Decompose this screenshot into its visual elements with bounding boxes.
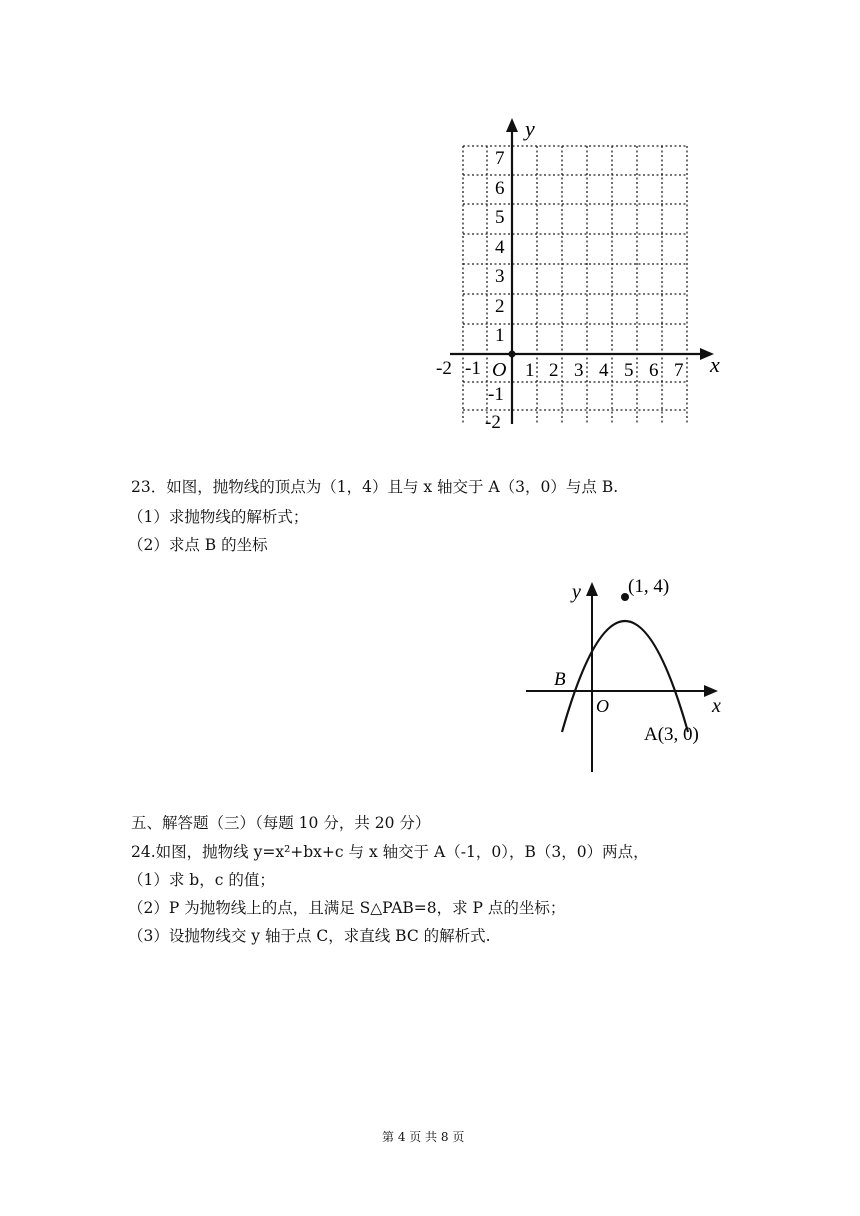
q23-part1: （1）求抛物线的解析式； xyxy=(128,508,309,526)
q23-part2: （2）求点 B 的坐标 xyxy=(128,536,268,554)
x-tick: 2 xyxy=(549,360,559,381)
vertex-label: (1, 4) xyxy=(628,576,670,597)
x-tick: -1 xyxy=(465,358,481,379)
y-tick: 5 xyxy=(495,207,505,228)
q24-part2: （2）P 为抛物线上的点，且满足 S△PAB=8，求 P 点的坐标； xyxy=(128,899,566,917)
y-tick: 2 xyxy=(495,296,505,317)
y-tick: 6 xyxy=(495,178,505,199)
y-tick: -2 xyxy=(485,412,501,433)
parabola-origin-label: O xyxy=(596,696,609,716)
q24-stem: 24.如图，抛物线 y=x²+bx+c 与 x 轴交于 A（-1，0），B（3，0）两点， xyxy=(131,843,649,861)
y-tick: 4 xyxy=(495,237,505,258)
y-tick: 1 xyxy=(495,325,505,346)
point-b-label: B xyxy=(554,669,566,690)
q24-part1: （1）求 b，c 的值； xyxy=(128,871,275,889)
parabola-curve xyxy=(562,621,688,732)
parabola-x-label: x xyxy=(712,695,721,717)
coordinate-grid-figure xyxy=(430,110,730,440)
page-number: 第 4 页 共 8 页 xyxy=(382,1130,465,1144)
x-axis-label: x xyxy=(710,352,720,377)
y-tick: -1 xyxy=(488,384,504,405)
origin-label: O xyxy=(492,359,507,381)
y-tick-labels xyxy=(485,148,505,433)
y-tick: 7 xyxy=(495,148,505,169)
y-axis-label: y xyxy=(525,116,535,141)
x-tick-labels xyxy=(436,358,684,381)
q23-stem: 23．如图，抛物线的顶点为（1，4）且与 x 轴交于 A（3，0）与点 B. xyxy=(131,478,619,496)
x-tick: 5 xyxy=(624,360,634,381)
y-tick: 3 xyxy=(495,266,505,287)
point-a-label: A(3, 0) xyxy=(644,724,699,745)
x-tick: 1 xyxy=(525,360,535,381)
q24-part3: （3）设抛物线交 y 轴于点 C，求直线 BC 的解析式. xyxy=(128,927,491,945)
x-tick: 4 xyxy=(599,360,609,381)
x-tick: 7 xyxy=(674,360,684,381)
section5-title: 五、解答题（三）（每题 10 分，共 20 分） xyxy=(131,814,431,832)
parabola-y-label: y xyxy=(572,581,581,603)
parabola-figure xyxy=(520,560,735,780)
x-tick: 3 xyxy=(574,360,584,381)
x-tick: -2 xyxy=(436,358,452,379)
x-tick: 6 xyxy=(649,360,659,381)
